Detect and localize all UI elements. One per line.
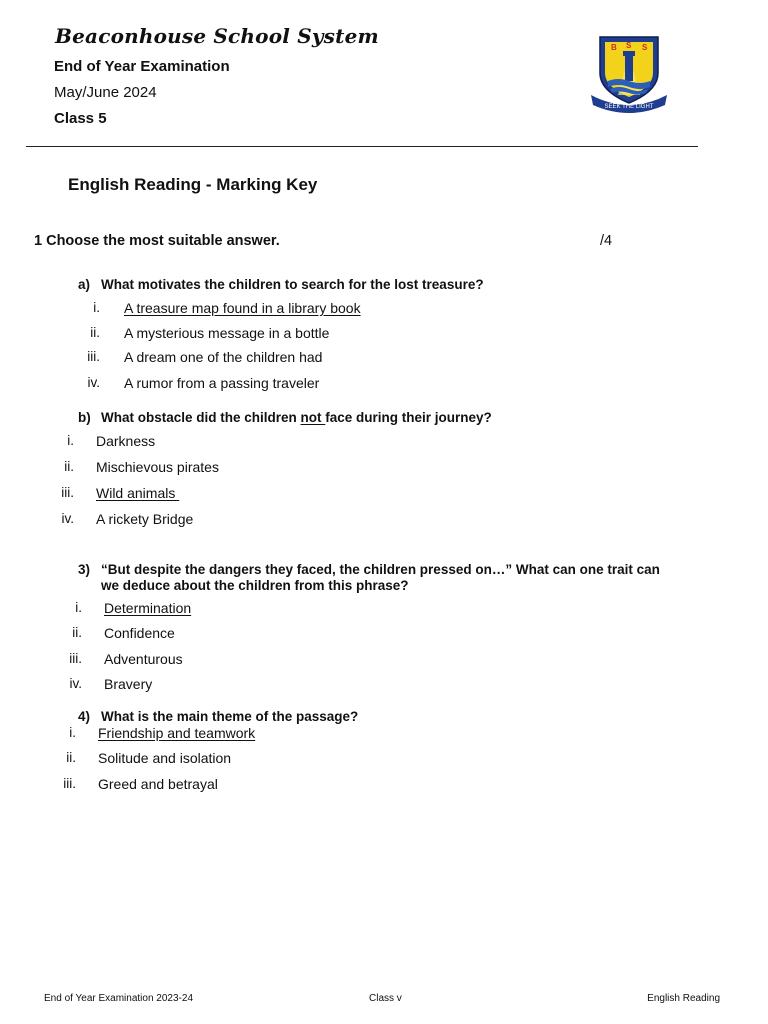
option-number: i. xyxy=(75,600,82,615)
question-4-number: 4) xyxy=(78,709,91,724)
logo-motto: SEEK THE LIGHT xyxy=(604,104,654,110)
question-b-text xyxy=(101,410,492,425)
question-b-text-after: face during their journey? xyxy=(325,410,492,425)
question-3-text-line2: we deduce about the children from this phrase? xyxy=(101,578,409,593)
footer-left: End of Year Examination 2023-24 xyxy=(44,993,193,1004)
option-number: iv. xyxy=(87,375,100,390)
option-number: iv. xyxy=(61,511,74,526)
option-number: i. xyxy=(67,433,74,448)
logo-letter-s2: S xyxy=(642,43,648,52)
header-divider xyxy=(26,146,698,147)
option-a-i-correct: A treasure map found in a library book xyxy=(124,300,361,316)
question-b-emphasis-not: not xyxy=(300,410,326,425)
school-name: Beaconhouse School System xyxy=(55,24,379,48)
logo-letter-b: B xyxy=(611,43,617,52)
footer-center: Class v xyxy=(369,993,402,1004)
exam-title: End of Year Examination xyxy=(54,58,230,75)
question-3-text-line1: “But despite the dangers they faced, the children pressed on…” What can one trait can xyxy=(101,562,660,577)
option-b-iii-correct: Wild animals xyxy=(96,485,180,501)
option-number: iii. xyxy=(87,349,100,364)
question-3-number: 3) xyxy=(78,562,91,577)
question-b-text-before: What obstacle did the children xyxy=(101,410,301,425)
exam-session: May/June 2024 xyxy=(54,84,157,101)
option-4-ii: Solitude and isolation xyxy=(98,750,232,766)
option-b-iv: A rickety Bridge xyxy=(96,511,194,527)
question-a-number: a) xyxy=(78,277,91,292)
question-4-text: What is the main theme of the passage? xyxy=(101,709,359,724)
exam-class: Class 5 xyxy=(54,110,107,127)
option-number: ii. xyxy=(90,325,100,340)
option-4-i-correct: Friendship and teamwork xyxy=(98,725,256,741)
option-b-ii: Mischievous pirates xyxy=(96,459,219,475)
option-number: i. xyxy=(93,300,100,315)
option-a-iii: A dream one of the children had xyxy=(124,349,323,365)
option-number: iii. xyxy=(69,651,82,666)
logo-letter-s1: S xyxy=(626,41,632,50)
option-number: ii. xyxy=(64,459,74,474)
option-b-i: Darkness xyxy=(96,433,156,449)
option-4-iii: Greed and betrayal xyxy=(98,776,218,792)
option-a-ii: A mysterious message in a bottle xyxy=(124,325,330,341)
question-b-number: b) xyxy=(78,410,91,425)
option-number: ii. xyxy=(66,750,76,765)
option-number: iii. xyxy=(61,485,74,500)
option-3-iv: Bravery xyxy=(104,676,153,692)
school-crest-logo xyxy=(588,33,670,115)
option-3-iii: Adventurous xyxy=(104,651,183,667)
section-title: 1 Choose the most suitable answer. xyxy=(34,233,280,249)
question-a-text: What motivates the children to search for the lost treasure? xyxy=(101,277,484,292)
paper-title: English Reading - Marking Key xyxy=(68,175,318,194)
option-3-ii: Confidence xyxy=(104,625,175,641)
option-number: ii. xyxy=(72,625,82,640)
section-marks: /4 xyxy=(600,233,613,249)
footer-right: English Reading xyxy=(647,993,720,1004)
option-3-i-correct: Determination xyxy=(104,600,192,616)
option-a-iv: A rumor from a passing traveler xyxy=(124,375,320,391)
option-number: i. xyxy=(69,725,76,740)
option-number: iii. xyxy=(63,776,76,791)
option-number: iv. xyxy=(69,676,82,691)
